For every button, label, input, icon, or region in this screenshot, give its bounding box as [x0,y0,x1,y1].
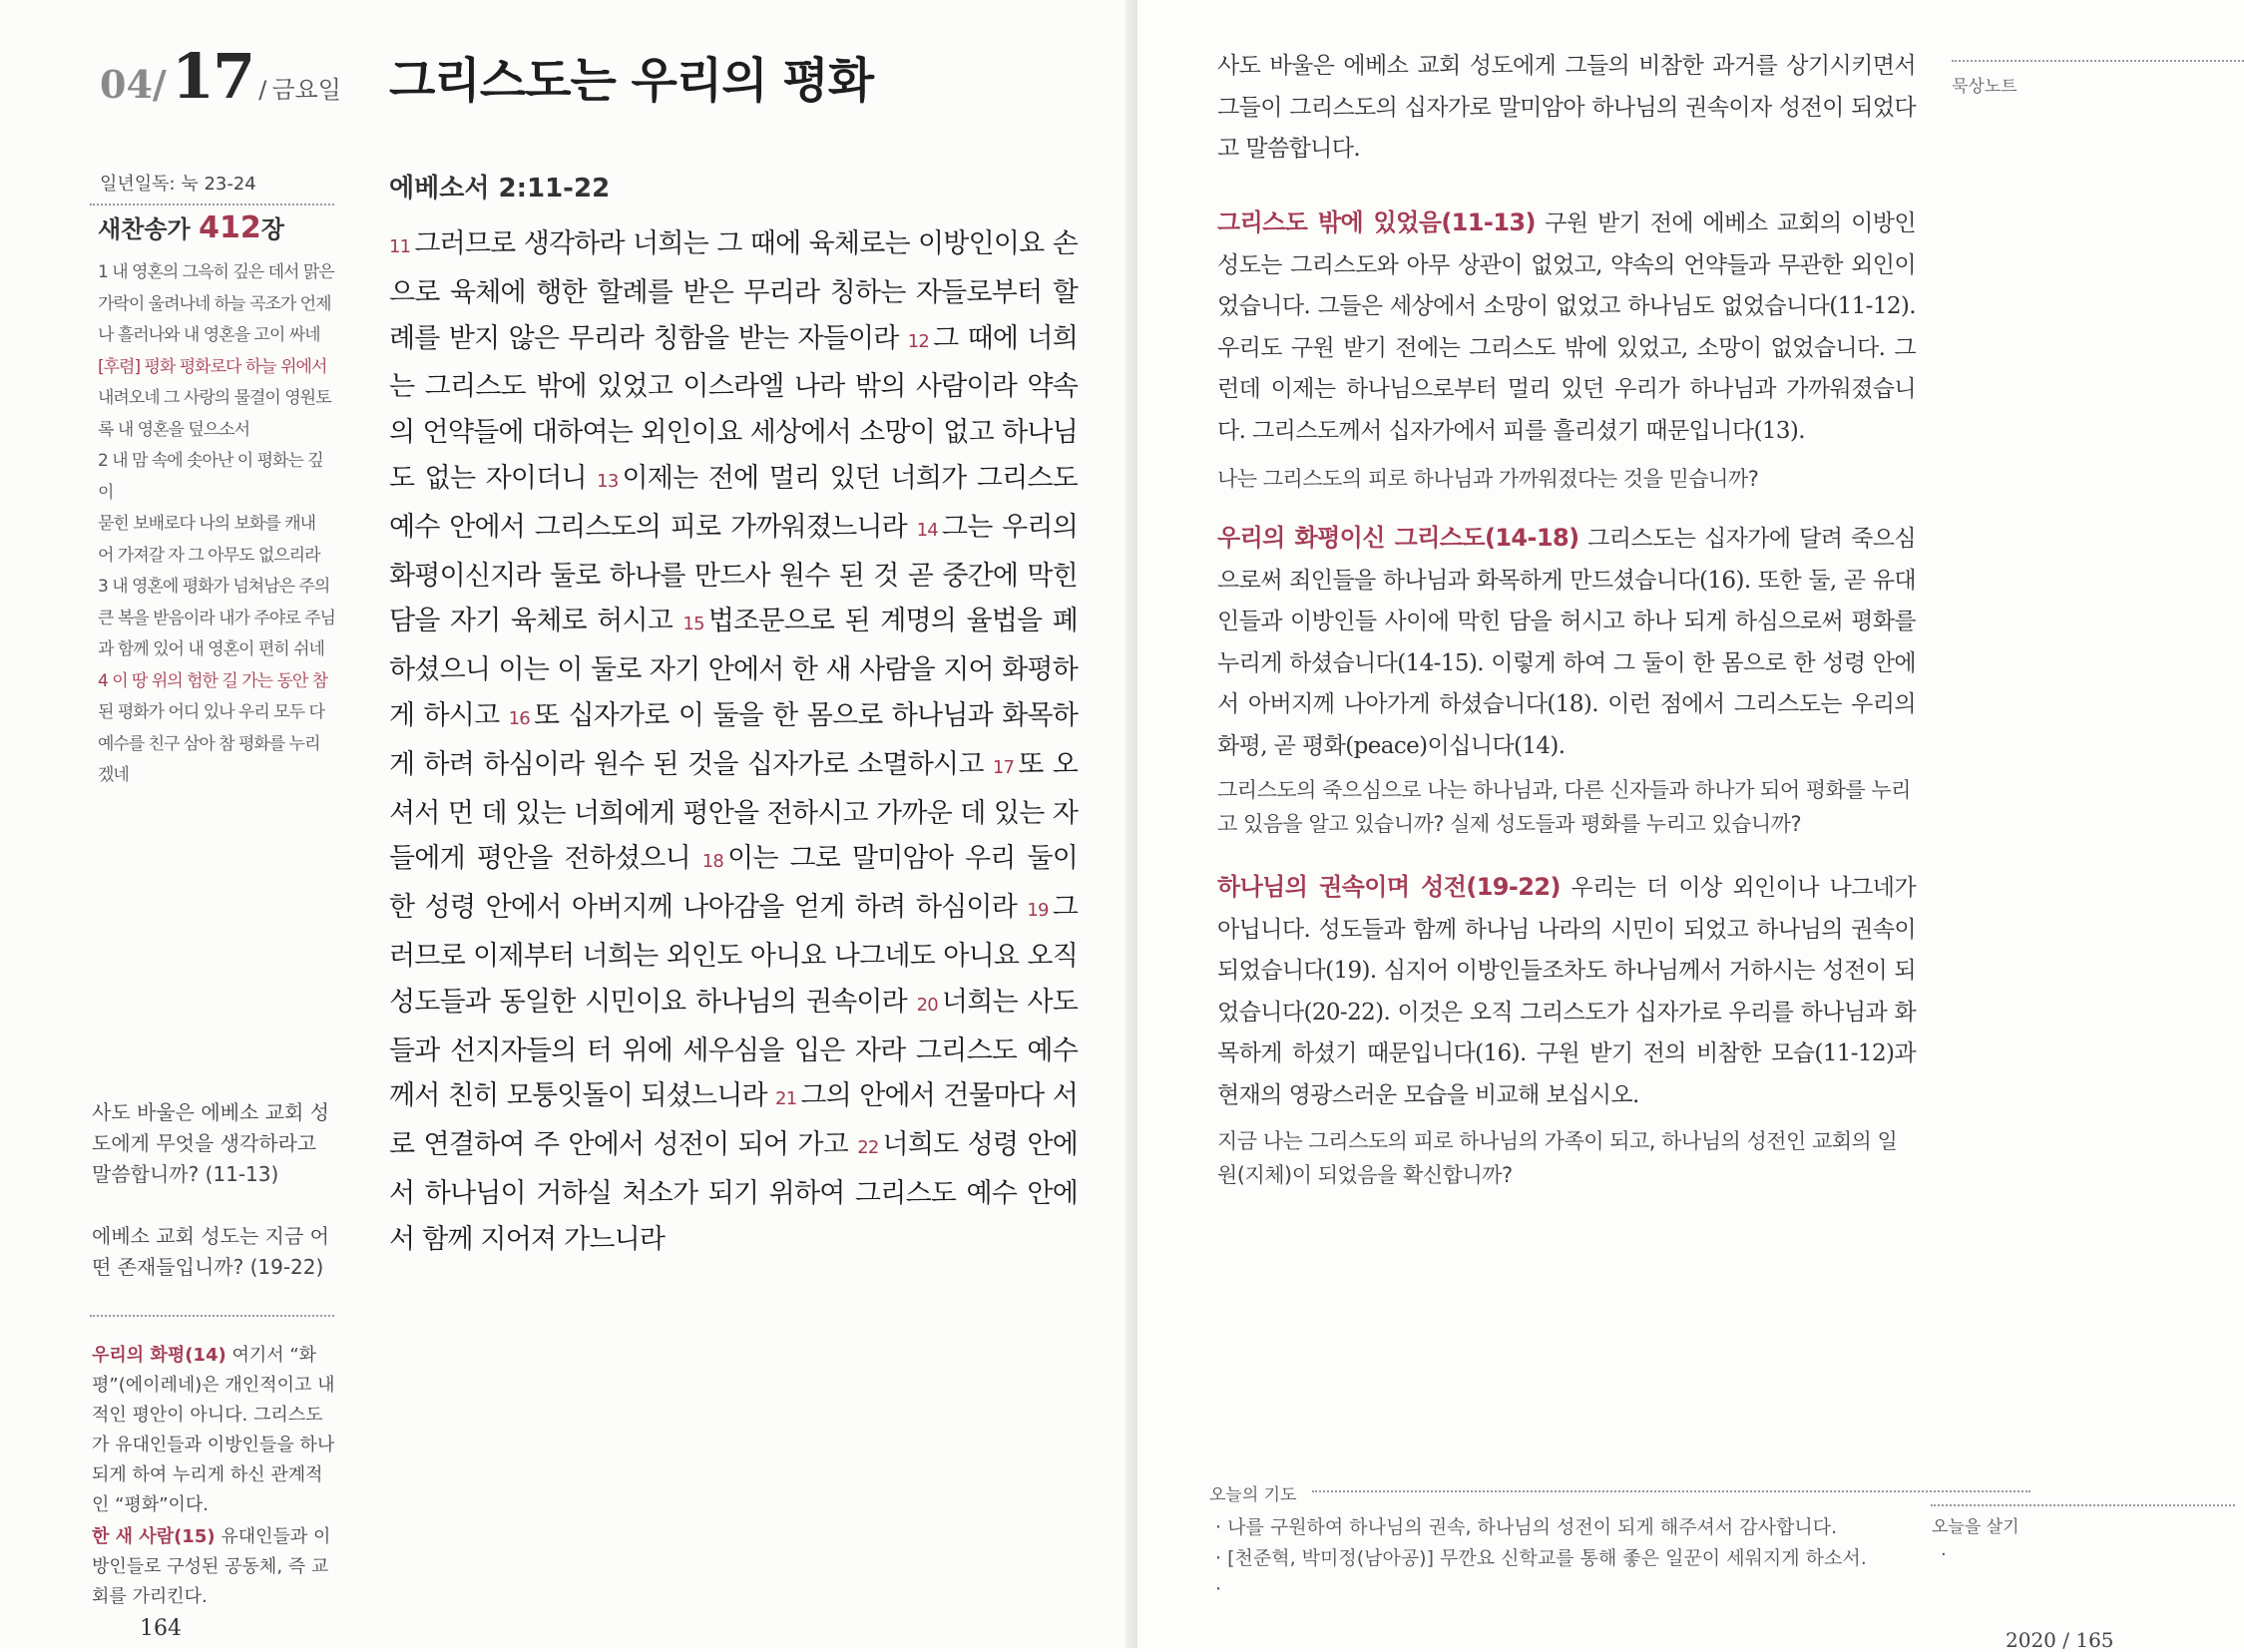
hymn-line: 가락이 울려나네 하늘 곡조가 언제 [98,293,331,314]
hymn-line: 된 평화가 어디 있나 우리 모두 다 [98,702,324,722]
live-label: 오늘을 살기 [1932,1517,2020,1537]
notes [92,1333,336,1612]
verse-text: 너희도 성령 안에서 하나님이 거하실 처소가 되기 위하여 그리스도 예수 안에서 함께 지어져 가느니라 [389,1129,1078,1255]
note-head: 한 새 사람(15) [92,1526,216,1547]
note-item [92,1522,336,1612]
verse-text: 법조문으로 된 계명의 율법을 폐하셨으니 이는 이 둘로 자기 안에서 한 새 사람을 지어 화평하게 하시고 [389,606,1078,731]
divider [1952,60,2244,62]
hymn-line: 2 내 맘 속에 솟아난 이 평화는 깊이 [98,451,323,503]
date-day: 17 [171,40,254,113]
verse-number: 21 [775,1088,797,1110]
verse-number: 22 [857,1137,879,1159]
section-head: 하나님의 권속이며 성전(19-22) [1217,873,1561,901]
prayer-item [1215,1574,1994,1605]
section-1 [1217,203,1916,452]
hymn-number: 412 [199,210,261,245]
section-head: 우리의 화평이신 그리스도(14-18) [1217,524,1579,552]
hymn-line: 1 내 영혼의 그윽히 깊은 데서 맑은 [98,262,334,282]
reading-plan: 일년일독: 눅 23-24 [100,174,256,195]
verse-number: 15 [682,614,704,635]
section-2 [1217,518,1916,767]
hymn-line: 묻힌 보배로다 나의 보화를 캐내 [98,514,316,534]
verse-text: 그는 우리의 화평이신지라 둘로 하나를 만드사 원수 된 것 곧 중간에 막힌 담을 자기 육체로 허시고 [389,511,1078,637]
divider [90,204,334,206]
verse-text: 그러므로 생각하라 너희는 그 때에 육체로는 이방인이요 손으로 육체에 행한 할례를 받은 무리라 칭하는 자들로부터 할례를 받지 않은 무리라 칭함을 받는 자들이라 [389,228,1078,354]
intro-paragraph: 사도 바울은 에베소 교회 성도에게 그들의 비참한 과거를 상기시키면서 그들이 그리스도의 십자가로 말미암아 하나님의 권속이자 성전이 되었다고 말씀합니다. [1217,53,1916,162]
section-body: 우리는 더 이상 외인이나 나그네가 아닙니다. 성도들과 함께 하나님 나라의 시민이 되었고 하나님의 권속이 되었습니다(19). 심지어 이방인들조차도 하나님께서 거하시는 성전이 되었습니다(20-22). 이것은 오직 그리스도가 십자가로 우리를 하나님과 화목하게 하셨기 때문입니다(16). 구원 받기 전의 비참한 모습(11-12)과 현재의 영광스러운 모습을 비교해 보십시오. [1217,875,1916,1108]
prayer-item: · [천준혁, 박미정(남아공)] 무깐요 신학교를 통해 좋은 일꾼이 세워지게 하소서. [1215,1543,1994,1574]
section-body: 구원 받기 전에 에베소 교회의 이방인 성도는 그리스도와 아무 상관이 없었고, 약속의 언약들과 무관한 외인이었습니다. 그들은 세상에서 소망이 없었고 하나님도 없었습니다(11-12). 우리도 구원 받기 전에는 그리스도 밖에 있었고, 소망이 없었습니다. 그런데 이제는 하나님으로부터 멀리 있던 우리가 하나님과 가까워졌습니다. 그리스도께서 십자가에서 피를 흘리셨기 때문입니다(13). [1217,210,1916,444]
reflection-2: 그리스도의 죽으심으로 나는 하나님과, 다른 신자들과 하나가 되어 평화를 누리고 있음을 알고 있습니까? 실제 성도들과 평화를 누리고 있습니까? [1217,778,1911,836]
verse-number: 17 [992,756,1015,778]
verse-number: 19 [1027,900,1049,922]
note-body: 유대인들과 이방인들로 구성된 공동체, 즉 교회를 가리킨다. [92,1526,331,1607]
meditation-label: 묵상노트 [1952,77,2018,97]
passage-reference: 에베소서 2:11-22 [389,174,611,204]
hymn-heading [98,209,284,245]
hymn-line: 어 가져갈 자 그 아무도 없으리라 [98,545,320,566]
hymn-line: 4 이 땅 위의 험한 길 가는 동안 참 [98,670,328,691]
prayer-label: 오늘의 기도 [1209,1485,1297,1505]
hymn-line: [후렴] 평화 평화로다 하늘 위에서 [98,356,327,377]
hymn-prefix: 새찬송가 [98,215,191,243]
date-heading: 04/ 17 / 금요일 [100,40,341,113]
divider [1312,1490,2030,1492]
note-head: 우리의 화평(14) [92,1345,226,1366]
page-title: 그리스도는 우리의 평화 [389,53,874,109]
question-1: 사도 바울은 에베소 교회 성도에게 무엇을 생각하라고 말씀합니까? (11-13) [92,1100,329,1186]
verse-number: 11 [389,236,411,257]
right-page [1137,0,2244,1652]
date-weekday: 금요일 [271,76,341,104]
prayer-item: · 나를 구원하여 하나님의 권속, 하나님의 성전이 되게 해주셔서 감사합니다. [1215,1512,1994,1543]
note-item [92,1341,336,1520]
scripture-text [389,221,1078,1263]
hymn-line: 록 내 영혼을 덮으소서 [98,419,250,440]
verse-text: 이는 그로 말미암아 우리 둘이 한 성령 안에서 아버지께 나아감을 얻게 하려 하심이라 [389,843,1079,924]
verse-text: 그의 안에서 건물마다 서로 연결하여 주 안에서 성전이 되어 가고 [389,1080,1078,1161]
verse-number: 16 [508,707,530,729]
hymn-line: 3 내 영혼에 평화가 넘쳐남은 주의 [98,577,330,597]
reflection-1: 나는 그리스도의 피로 하나님과 가까워졌다는 것을 믿습니까? [1217,467,1759,491]
divider [90,1315,334,1317]
hymn-line: 과 함께 있어 내 영혼이 편히 쉬네 [98,639,324,659]
verse-number: 14 [916,519,938,541]
section-body: 그리스도는 십자가에 달려 죽으심으로써 죄인들을 하나님과 화목하게 만드셨습니다(16). 또한 둘, 곧 유대인들과 이방인들 사이에 막힌 담을 허시고 하나 되게 하심으로써 평화를 누리게 하셨습니다(14-15). 이렇게 하여 그 둘이 한 몸으로 한 성령 안에서 아버지께 나아가게 하셨습니다(18). 이런 점에서 그리스도는 우리의 화평, 곧 평화(peace)이십니다(14). [1217,526,1917,759]
hymn-line: 큰 복을 받음이라 내가 주야로 주님 [98,608,335,628]
verse-number: 18 [701,851,724,873]
hymn-line: 나 흘러나와 내 영혼을 고이 싸네 [98,325,320,345]
page-number-right: 2020 / 165 [2006,1628,2114,1652]
date-month: 04 [100,62,153,107]
section-head: 그리스도 밖에 있었음(11-13) [1217,208,1536,236]
verse-text: 너희는 사도들과 선지자들의 터 위에 세우심을 입은 자라 그리스도 예수께서 친히 모퉁잇돌이 되셨느니라 [389,986,1078,1112]
prayer-list [1215,1512,1994,1605]
live-bullet: · [1941,1544,1947,1565]
verse-number: 12 [907,330,930,352]
page-number-left: 164 [140,1616,182,1641]
reflection-3: 지금 나는 그리스도의 피로 하나님의 가족이 되고, 하나님의 성전인 교회의 일원(지체)이 되었음을 확신합니까? [1217,1129,1898,1187]
note-body: 여기서 “화평”(에이레네)은 개인적이고 내적인 평안이 아니다. 그리스도가 유대인들과 이방인들을 하나 되게 하여 누리게 하신 관계적인 “평화”이다. [92,1345,335,1515]
question-2: 에베소 교회 성도는 지금 어떤 존재들입니까? (19-22) [92,1224,329,1279]
hymn-line: 내려오네 그 사랑의 물결이 영원토 [98,388,331,408]
section-3 [1217,867,1916,1116]
verse-text: 그러므로 이제부터 너희는 외인도 아니요 나그네도 아니요 오직 성도들과 동일한 시민이요 하나님의 권속이라 [389,892,1078,1018]
hymn-line: 예수를 친구 삼아 참 평화를 누리 [98,733,320,754]
verse-text: 이제는 전에 멀리 있던 너희가 그리스도 예수 안에서 그리스도의 피로 가까워졌느니라 [389,462,1078,543]
divider [1931,1504,2235,1506]
hymn-line: 겠네 [98,765,129,785]
verse-number: 20 [916,994,938,1016]
verse-number: 13 [597,470,619,492]
verse-text: 또 십자가로 이 둘을 한 몸으로 하나님과 화목하게 하려 하심이라 원수 된 것을 십자가로 소멸하시고 [389,699,1078,780]
verse-text: 그 때에 너희는 그리스도 밖에 있었고 이스라엘 나라 밖의 사람이라 약속의 언약들에 대하여는 외인이요 세상에서 소망이 없고 하나님도 없는 자이더니 [389,322,1078,494]
hymn-suffix: 장 [260,215,284,243]
verse-text: 또 오셔서 먼 데 있는 너희에게 평안을 전하시고 가까운 데 있는 자들에게 평안을 전하셨으니 [389,748,1078,875]
hymn-lyrics [98,257,337,792]
